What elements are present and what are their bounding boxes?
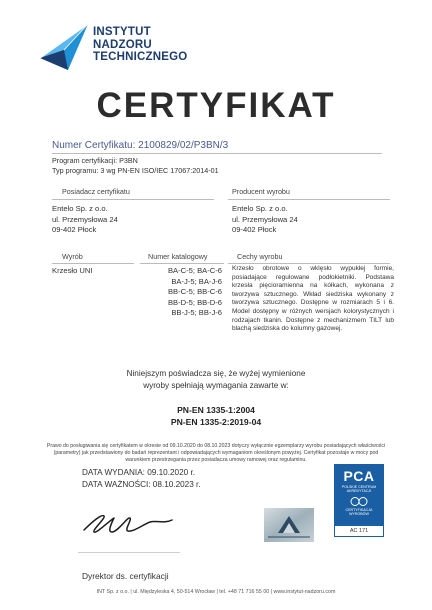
logo-line-1: INSTYTUT — [93, 26, 151, 38]
triangle-logo-icon — [38, 18, 94, 74]
divider — [52, 153, 382, 154]
catalog-row: BB-D-5; BB-D-6 — [167, 297, 222, 307]
catalog-numbers — [140, 266, 222, 319]
producer-divider — [228, 199, 390, 200]
dates — [82, 467, 201, 491]
certificate-title: CERTYFIKAT — [96, 86, 336, 125]
table-divider — [228, 263, 390, 264]
table-divider — [140, 263, 224, 264]
validity-note: Prawo do posługiwania się certyfikatem w okresie od 09.10.2020 do 08.10.2023 dotyczy wyłącznie egzemplarzy wyrobu posiadających właściwości (parametry) jak przedstawiony do badań reprezentant i odpowiadających wymaganiom określonym powyżej. Certyfikat pozostaje w mocy pod warunkiem przestrzegania przez posiadacza umowy ramowej oraz regulaminu. — [46, 443, 386, 463]
holder-line: ul. Przemysłowa 24 — [52, 214, 118, 224]
product-features: Krzesło obrotowe o wklęsło wypukłej formie, posiadające regulowane podłokietniki. Podstawa krzesła pięcioramienna na kółkach, wykonana z tworzywa sztucznego. Wkład siedziska wykonany z tworzywa sztucznego. Dostępne w rozmiarach 5 i 6. Model dostępny w różnych wersjach kolorystycznych i rodzajach tkanin. Dostępne z mechanizmem TILT lub blachą siedziska do kolumny gazowej. — [232, 265, 394, 333]
hologram-icon — [264, 508, 314, 542]
certificate-number: Numer Certyfikatu: 2100829/02/P3BN/3 — [52, 140, 229, 151]
statement-line: Niniejszym poświadcza się, że wyżej wymienione — [126, 369, 306, 378]
holder-line: 09-402 Płock — [52, 225, 97, 234]
standard-item: PN-EN 1335-1:2004 — [177, 405, 255, 415]
standards-list — [0, 404, 432, 428]
valid-date: DATA WAŻNOŚCI: 08.10.2023 r. — [82, 480, 201, 489]
holder-divider — [52, 199, 214, 200]
producer-line: ul. Przemysłowa 24 — [232, 214, 298, 224]
program-label: Program certyfikacji: P3BN — [52, 156, 138, 165]
holder-line: Entelo Sp. z o.o. — [52, 204, 108, 213]
producer-line: 09-402 Płock — [232, 225, 277, 234]
pca-number: AC 171 — [334, 526, 384, 537]
pca-accreditation-mark — [334, 464, 384, 544]
producer-line: Entelo Sp. z o.o. — [232, 204, 288, 213]
issue-date: DATA WYDANIA: 09.10.2020 r. — [82, 468, 196, 477]
standard-item: PN-EN 1335-2:2019-04 — [170, 417, 262, 427]
logo-line-3: TECHNICZNEGO — [93, 51, 188, 63]
catalog-row: BA-J-5; BA-J-6 — [171, 276, 222, 286]
logo-wordmark — [93, 26, 187, 64]
producer-header: Producent wyrobu — [232, 187, 290, 196]
footer-contact: INT Sp. z o.o. | ul. Międzyleska 4, 50-514 Wrocław | tel. +48 71 716 55 00 | www.instytut-nadzoru.com — [96, 589, 336, 595]
catalog-row: BB-C-5; BB-C-6 — [167, 287, 222, 296]
catalog-row: BA-C-5; BA-C-6 — [167, 266, 222, 275]
holder-address — [52, 204, 118, 236]
col-header-catalog: Numer katalogowy — [148, 252, 208, 261]
pca-caption-2: CERTYFIKACJA WYROBÓW — [345, 507, 373, 517]
pca-logo-text: PCA — [343, 468, 375, 484]
signature-line — [78, 552, 180, 553]
col-header-features: Cechy wyrobu — [237, 252, 283, 261]
statement — [0, 368, 432, 392]
int-logo — [38, 18, 198, 76]
pca-caption-1: POLSKIE CENTRUM AKREDYTACJI — [341, 485, 377, 494]
statement-line: wyroby spełniają wymagania zawarte w: — [143, 381, 289, 390]
pca-rings-icon — [348, 496, 370, 507]
producer-address — [232, 204, 298, 236]
signature-caption: Dyrektor ds. certyfikacji — [82, 571, 169, 581]
product-name: Krzesło UNI — [52, 266, 93, 275]
catalog-row: BB-J-5; BB-J-6 — [171, 308, 222, 317]
pca-badge — [334, 464, 384, 526]
table-divider — [52, 263, 134, 264]
col-header-product: Wyrób — [62, 252, 83, 261]
program-type: Typ programu: 3 wg PN-EN ISO/IEC 17067:2014-01 — [52, 166, 219, 175]
signature-icon — [80, 506, 176, 540]
holder-header: Posiadacz certyfikatu — [62, 187, 130, 196]
logo-line-2: NADZORU — [93, 38, 152, 51]
hologram-stamp — [264, 508, 314, 542]
